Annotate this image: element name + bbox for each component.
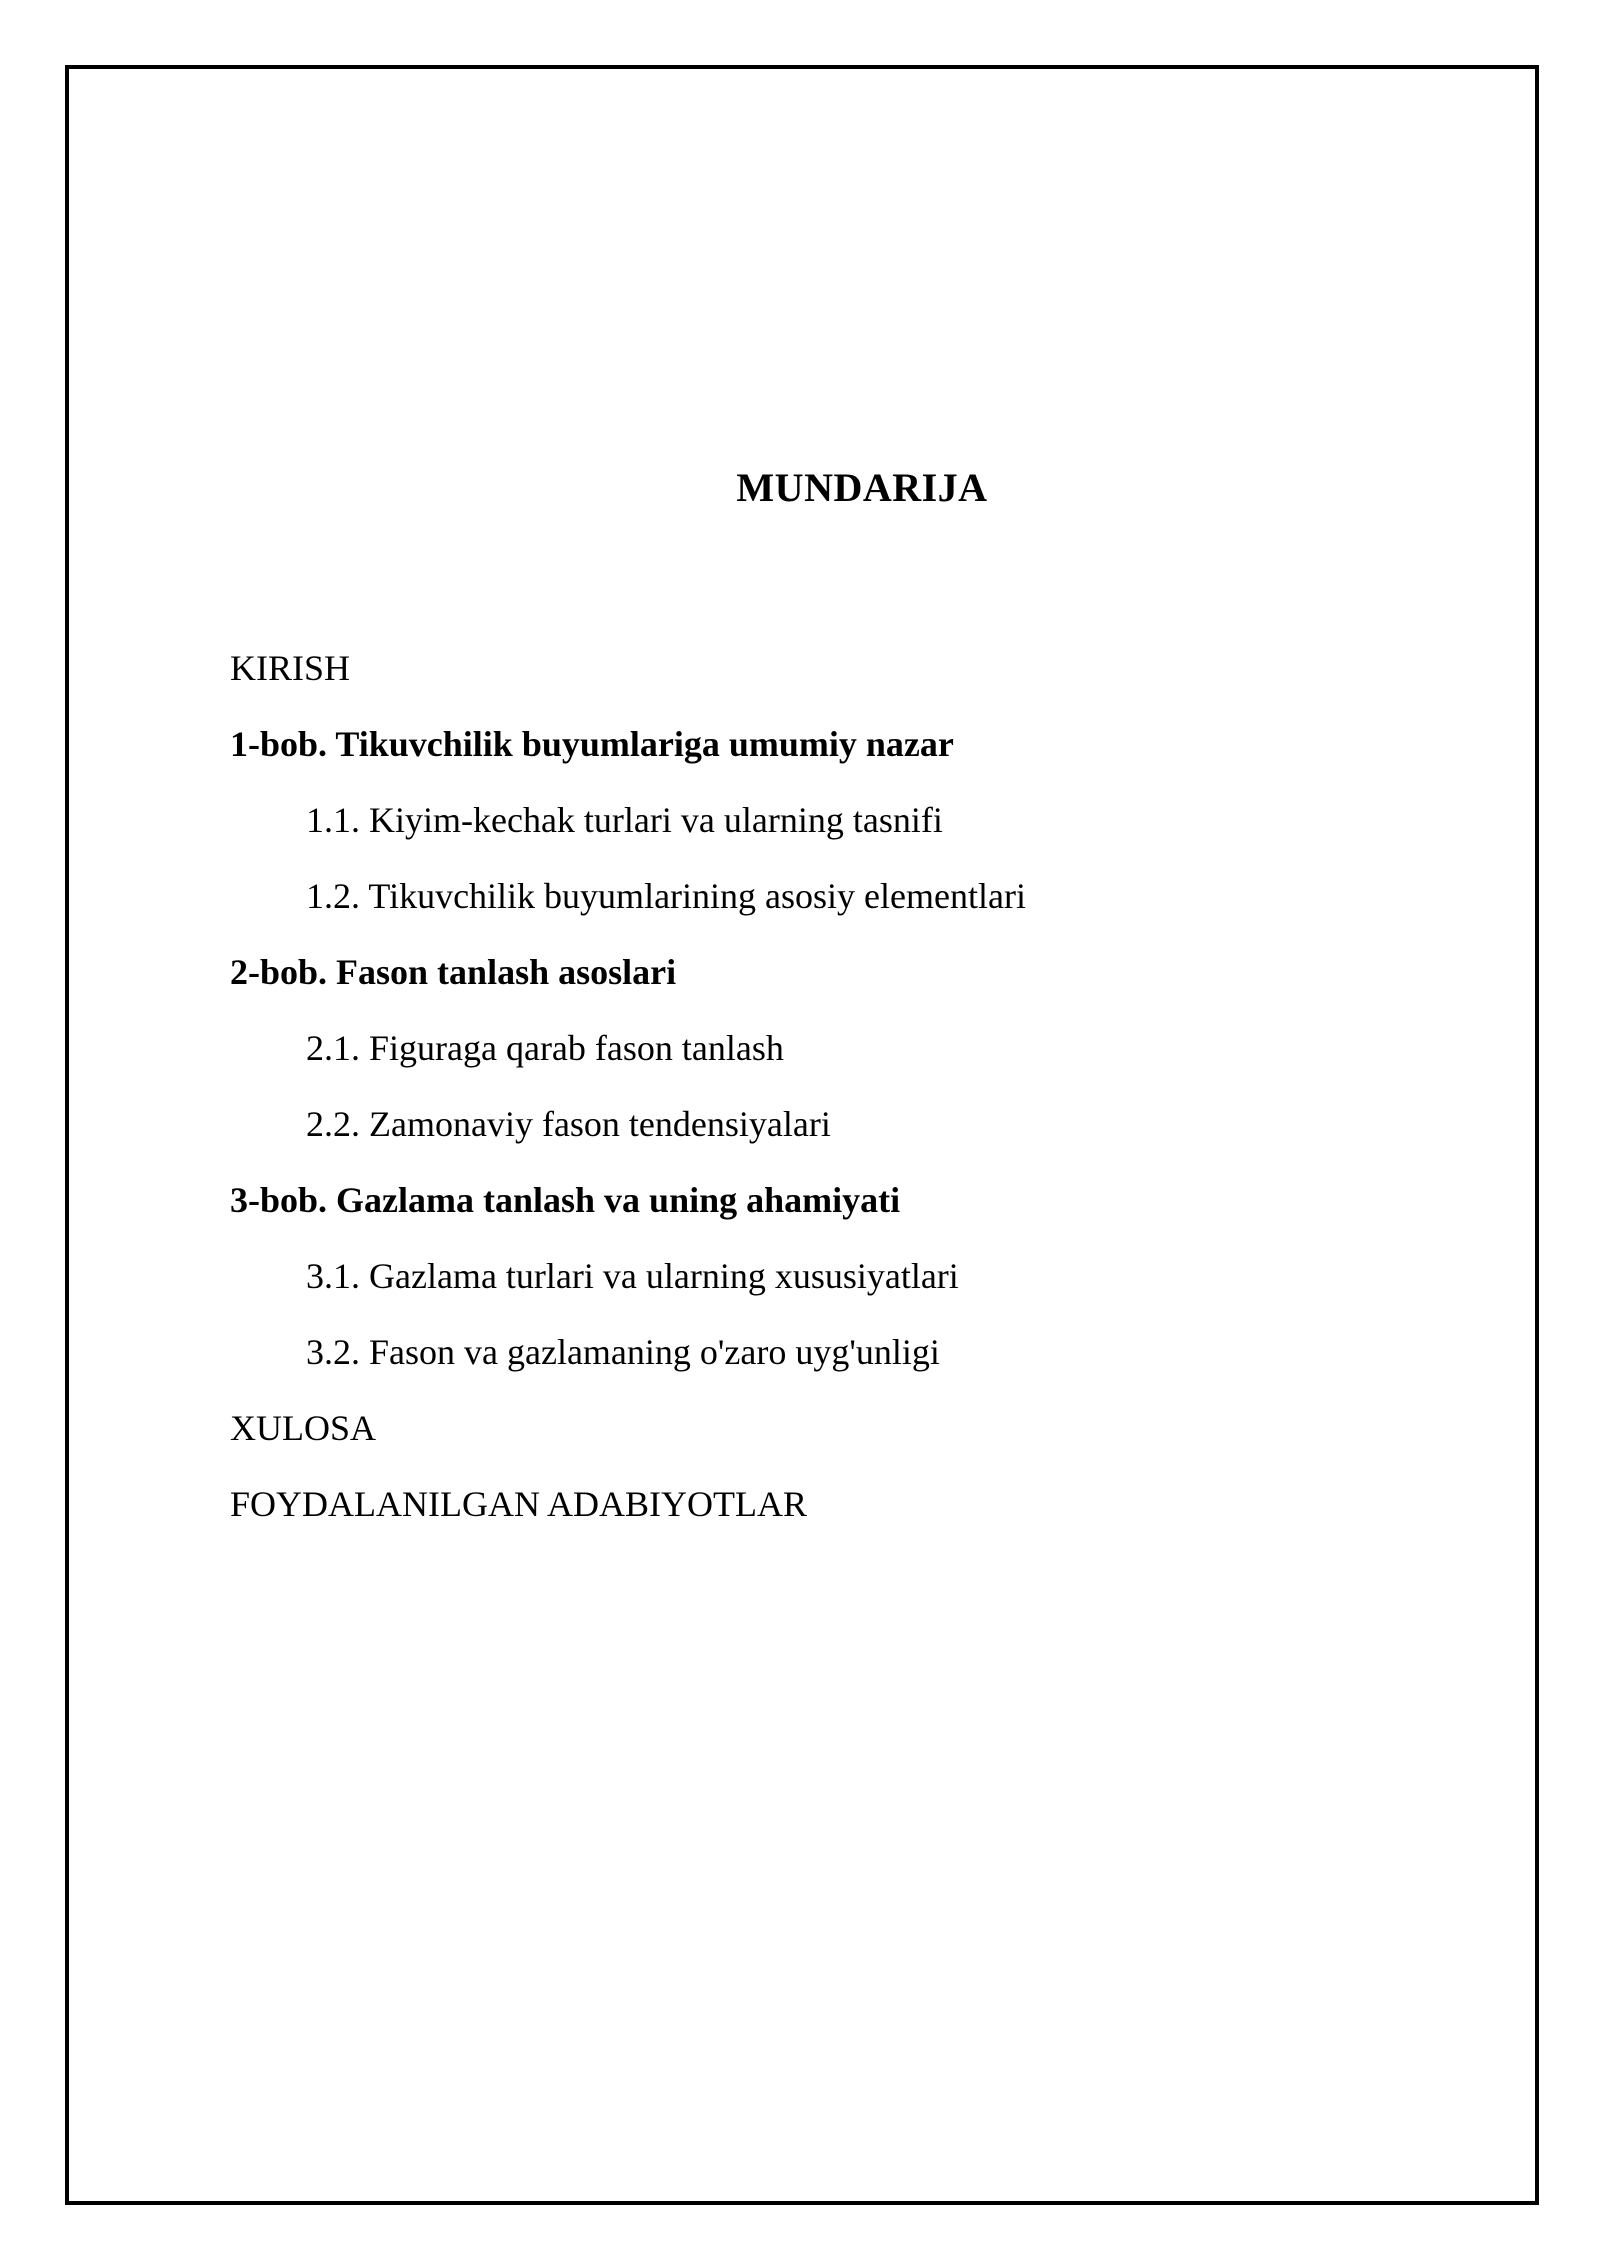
toc-chapter-3: 3-bob. Gazlama tanlash va uning ahamiyati (230, 1180, 901, 1220)
toc-section-1-1: 1.1. Kiyim-kechak turlari va ularning tasnifi (306, 800, 943, 840)
toc-section-3-1: 3.1. Gazlama turlari va ularning xususiyatlari (306, 1256, 959, 1296)
toc-section-2-2: 2.2. Zamonaviy fason tendensiyalari (306, 1104, 831, 1144)
page-title: MUNDARIJA (736, 465, 988, 510)
toc-chapter-1: 1-bob. Tikuvchilik buyumlariga umumiy nazar (230, 724, 954, 764)
toc-section-1-2: 1.2. Tikuvchilik buyumlarining asosiy elementlari (306, 876, 1026, 916)
toc-chapter-2: 2-bob. Fason tanlash asoslari (230, 952, 677, 992)
toc-entry-references: FOYDALANILGAN ADABIYOTLAR (230, 1484, 807, 1524)
toc-section-3-2: 3.2. Fason va gazlamaning o'zaro uyg'unligi (306, 1332, 940, 1372)
toc-entry-introduction: KIRISH (230, 648, 351, 688)
toc-entry-conclusion: XULOSA (230, 1408, 377, 1448)
table-of-contents (230, 643, 1430, 1555)
toc-section-2-1: 2.1. Figuraga qarab fason tanlash (306, 1028, 784, 1068)
